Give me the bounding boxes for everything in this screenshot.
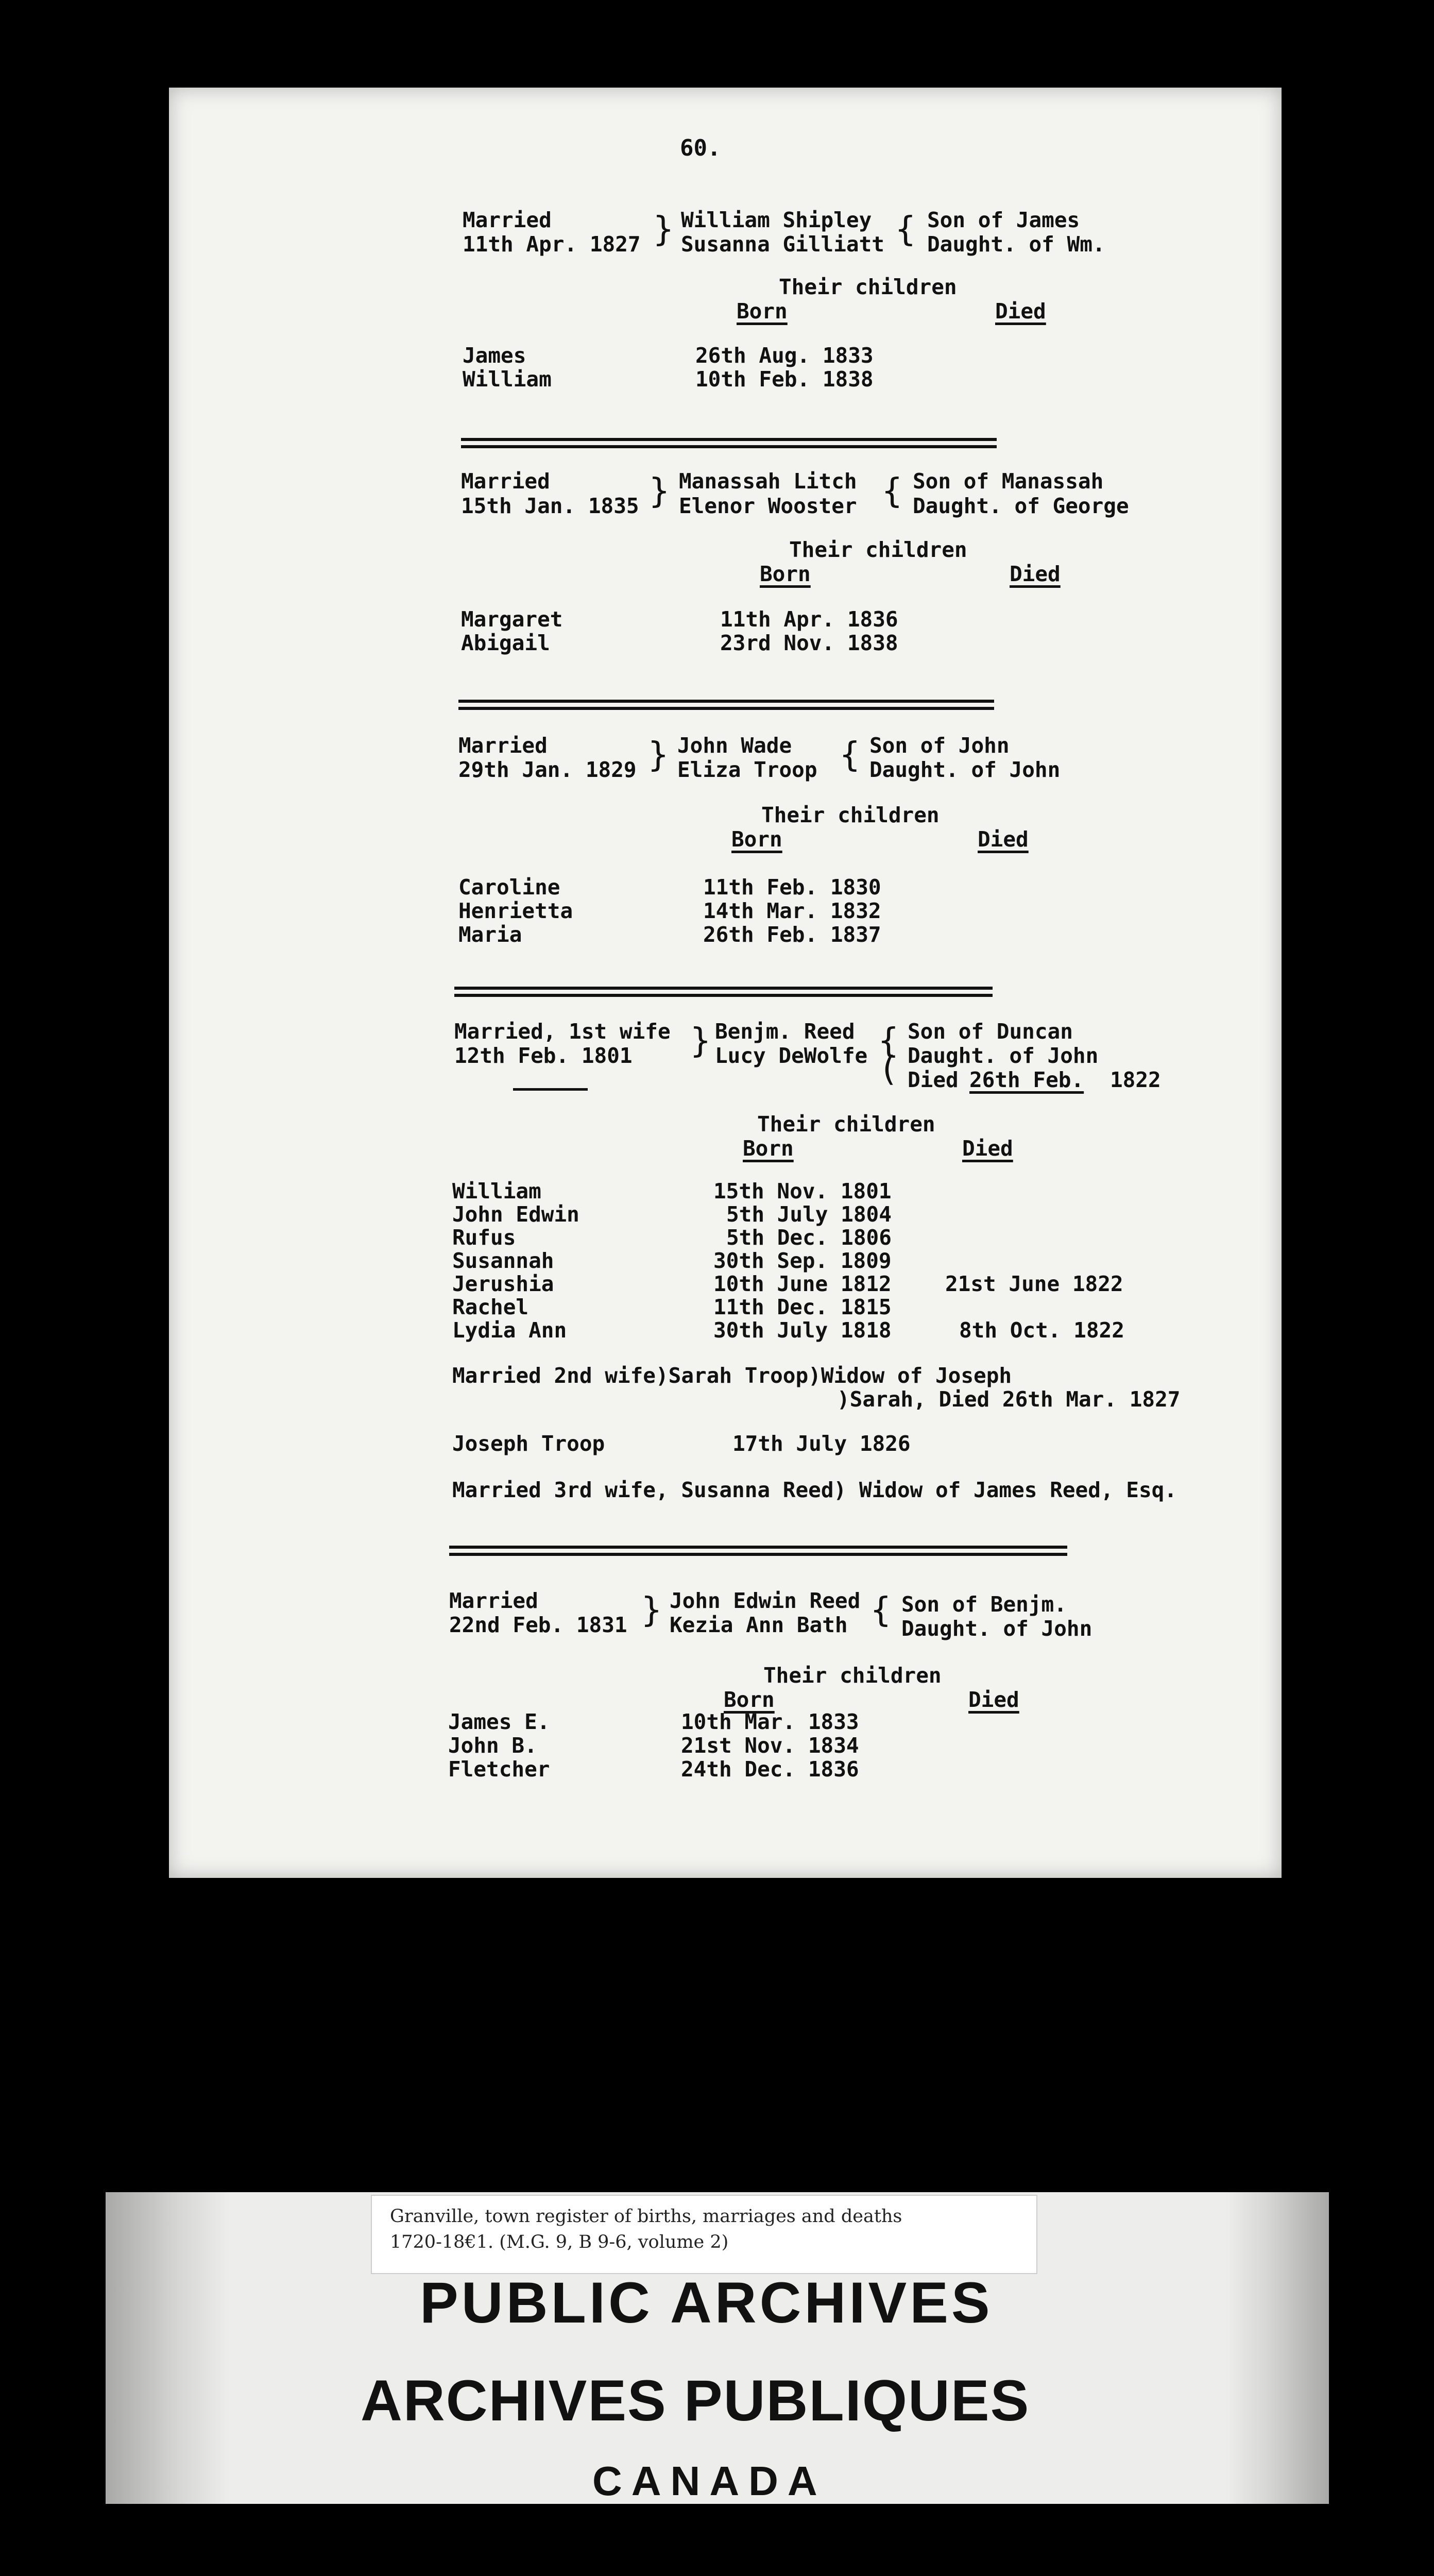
wife-death-label: Died bbox=[908, 1067, 959, 1092]
canada-heading: CANADA bbox=[592, 2458, 827, 2504]
wife-parent: Daught. of George bbox=[913, 494, 1129, 518]
wife-death-date: 26th Feb. bbox=[969, 1067, 1084, 1092]
husband-parent: Son of James bbox=[927, 208, 1080, 232]
child-name: Fletcher bbox=[448, 1757, 550, 1782]
child-born: 11th Dec. 1815 bbox=[713, 1295, 892, 1319]
husband-name: Benjm. Reed bbox=[715, 1019, 855, 1044]
child-born: 23rd Nov. 1838 bbox=[720, 631, 898, 655]
child-born: 15th Nov. 1801 bbox=[713, 1179, 892, 1204]
wife-parent: Daught. of Wm. bbox=[927, 232, 1105, 257]
child-name: James E. bbox=[448, 1709, 550, 1734]
child-name: Margaret bbox=[461, 607, 563, 632]
child-born: 10th June 1812 bbox=[713, 1272, 892, 1296]
child-born: 10th Feb. 1838 bbox=[695, 367, 874, 392]
wife-parent: Daught. of John bbox=[901, 1616, 1092, 1641]
wife-name: Susanna Gilliatt bbox=[681, 232, 884, 257]
marriage-date: 22nd Feb. 1831 bbox=[449, 1613, 627, 1637]
brace-glyph: { bbox=[870, 1590, 891, 1630]
child-name: Lydia Ann bbox=[452, 1318, 567, 1343]
child-name: James bbox=[463, 343, 526, 368]
slip-reference: 1720-18€1. (M.G. 9, B 9-6, volume 2) bbox=[390, 2232, 729, 2252]
married-label: Married bbox=[458, 733, 548, 758]
wife-name: Kezia Ann Bath bbox=[670, 1613, 848, 1637]
child-name: Rachel bbox=[452, 1295, 529, 1319]
brace-glyph: } bbox=[649, 471, 670, 511]
wife-name: Eliza Troop bbox=[677, 757, 817, 782]
brace-glyph: ( bbox=[878, 1049, 899, 1089]
their-children-heading: Their children bbox=[761, 803, 940, 827]
child-born: 11th Feb. 1830 bbox=[703, 875, 881, 900]
child-name: Caroline bbox=[458, 875, 560, 900]
child-died: 8th Oct. 1822 bbox=[959, 1318, 1124, 1343]
husband-name: John Wade bbox=[677, 733, 792, 758]
married-label: Married, 1st wife bbox=[454, 1019, 671, 1044]
born-heading: Born bbox=[743, 1136, 794, 1161]
brace-glyph: } bbox=[653, 209, 674, 249]
child-born: 24th Dec. 1836 bbox=[681, 1757, 859, 1782]
brace-glyph: } bbox=[690, 1021, 711, 1060]
section-divider bbox=[454, 987, 993, 997]
child-name: William bbox=[463, 367, 552, 392]
marriage-date: 29th Jan. 1829 bbox=[458, 757, 637, 782]
short-rule bbox=[513, 1088, 588, 1091]
their-children-heading: Their children bbox=[763, 1663, 942, 1688]
child-name: William bbox=[452, 1179, 541, 1204]
died-heading: Died bbox=[995, 299, 1046, 324]
child-name: Susannah bbox=[452, 1248, 554, 1273]
section-divider bbox=[449, 1546, 1067, 1556]
child-born: 30th Sep. 1809 bbox=[713, 1248, 892, 1273]
married-label: Married bbox=[449, 1588, 538, 1613]
born-heading: Born bbox=[760, 562, 811, 586]
their-children-heading: Their children bbox=[789, 537, 967, 562]
reference-slip bbox=[371, 2195, 1037, 2274]
child-died: 21st June 1822 bbox=[945, 1272, 1123, 1296]
child-born: 26th Aug. 1833 bbox=[695, 343, 874, 368]
child-born: 21st Nov. 1834 bbox=[681, 1733, 859, 1758]
born-heading: Born bbox=[724, 1687, 775, 1712]
child-born: 26th Feb. 1837 bbox=[703, 922, 881, 947]
public-archives-heading: PUBLIC ARCHIVES bbox=[420, 2270, 993, 2335]
child-born: 10th Mar. 1833 bbox=[681, 1709, 859, 1734]
section-divider bbox=[461, 438, 997, 448]
section-divider bbox=[458, 700, 994, 710]
third-wife-line: Married 3rd wife, Susanna Reed) Widow of James Reed, Esq. bbox=[452, 1478, 1177, 1502]
child-name: John Edwin bbox=[452, 1202, 579, 1227]
child-name: Jerushia bbox=[452, 1272, 554, 1296]
wife-parent: Daught. of John bbox=[908, 1043, 1099, 1068]
marriage-date: 15th Jan. 1835 bbox=[461, 494, 639, 518]
husband-parent: Son of Benjm. bbox=[901, 1592, 1067, 1617]
born-heading: Born bbox=[731, 827, 782, 852]
their-children-heading: Their children bbox=[779, 275, 957, 299]
husband-parent: Son of Manassah bbox=[913, 469, 1104, 494]
child-born: 5th Dec. 1806 bbox=[726, 1225, 892, 1250]
second-child-born: 17th July 1826 bbox=[732, 1431, 911, 1456]
marriage-date: 11th Apr. 1827 bbox=[463, 232, 641, 257]
child-born: 5th July 1804 bbox=[726, 1202, 892, 1227]
brace-glyph: { bbox=[895, 209, 916, 249]
wife-name: Elenor Wooster bbox=[679, 494, 857, 518]
child-name: John B. bbox=[448, 1733, 537, 1758]
brace-glyph: } bbox=[648, 735, 669, 774]
child-name: Rufus bbox=[452, 1225, 516, 1250]
married-label: Married bbox=[461, 469, 550, 494]
second-wife-detail: )Sarah, Died 26th Mar. 1827 bbox=[837, 1387, 1181, 1412]
husband-name: William Shipley bbox=[681, 208, 872, 232]
husband-name: John Edwin Reed bbox=[670, 1588, 861, 1613]
husband-parent: Son of John bbox=[869, 733, 1010, 758]
child-born: 14th Mar. 1832 bbox=[703, 899, 881, 923]
married-label: Married bbox=[463, 208, 552, 232]
brace-glyph: } bbox=[641, 1590, 662, 1630]
child-born: 11th Apr. 1836 bbox=[720, 607, 898, 632]
child-name: Henrietta bbox=[458, 899, 573, 923]
wife-parent: Daught. of John bbox=[869, 757, 1061, 782]
archives-publiques-heading: ARCHIVES PUBLIQUES bbox=[361, 2368, 1030, 2433]
child-name: Maria bbox=[458, 922, 522, 947]
slip-title: Granville, town register of births, marriages and deaths bbox=[390, 2206, 902, 2227]
died-heading: Died bbox=[968, 1687, 1019, 1712]
died-heading: Died bbox=[978, 827, 1029, 852]
child-born: 30th July 1818 bbox=[713, 1318, 892, 1343]
their-children-heading: Their children bbox=[757, 1112, 935, 1137]
brace-glyph: { bbox=[878, 1021, 899, 1060]
page-number: 60. bbox=[680, 135, 721, 161]
wife-name: Lucy DeWolfe bbox=[715, 1043, 868, 1068]
husband-parent: Son of Duncan bbox=[908, 1019, 1073, 1044]
died-heading: Died bbox=[1010, 562, 1061, 586]
brace-glyph: { bbox=[840, 735, 860, 774]
second-child-name: Joseph Troop bbox=[452, 1431, 605, 1456]
second-wife-line: Married 2nd wife)Sarah Troop)Widow of Joseph bbox=[452, 1363, 1012, 1388]
husband-name: Manassah Litch bbox=[679, 469, 857, 494]
child-name: Abigail bbox=[461, 631, 550, 655]
died-heading: Died bbox=[962, 1136, 1013, 1161]
marriage-date: 12th Feb. 1801 bbox=[454, 1043, 633, 1068]
born-heading: Born bbox=[737, 299, 788, 324]
brace-glyph: { bbox=[882, 471, 902, 511]
wife-death-year: 1822 bbox=[1110, 1067, 1161, 1092]
